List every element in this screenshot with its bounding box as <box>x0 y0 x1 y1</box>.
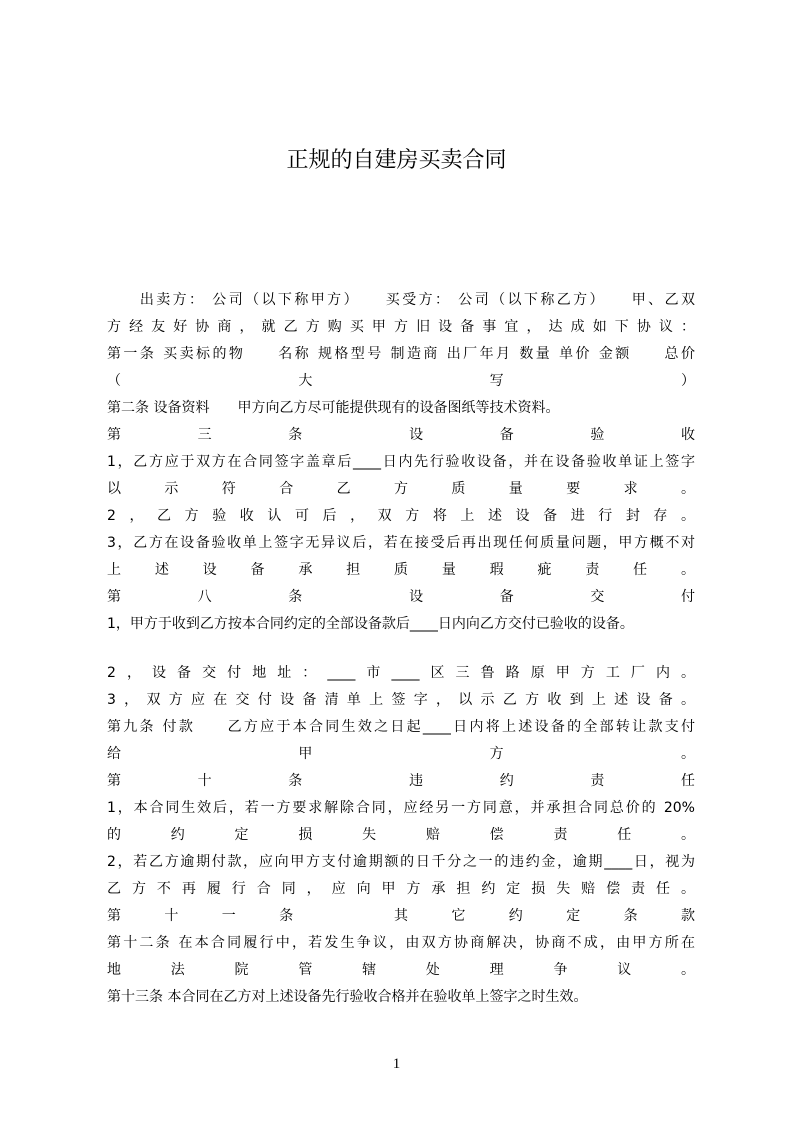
body-line-21: 2，若乙方逾期付款，应向甲方支付逾期额的日千分之一的违约金，逾期____日，视为 <box>107 854 695 870</box>
body-line-16: 第九条 付款 乙方应于本合同生效之日起____日内将上述设备的全部转让款支付 <box>107 719 695 735</box>
body-line-18: 第 十 条 违 约 责 任 <box>107 773 695 789</box>
body-line-22: 乙方不再履行合同，应向甲方承担约定损失赔偿责任。 <box>107 881 695 897</box>
page-title: 正规的自建房买卖合同 <box>286 148 507 173</box>
body-line-19: 1，本合同生效后，若一方要求解除合同，应经另一方同意，并承担合同总价的 20% <box>107 800 695 816</box>
body-line-12: 第 八 条 设 备 交 付 <box>107 589 695 605</box>
body-line-4: （ 大 写 ） <box>107 373 695 389</box>
body-line-1: 出卖方： 公司（以下称甲方） 买受方： 公司（以下称乙方） 甲、乙双 <box>107 292 695 308</box>
body-line-7: 1，乙方应于双方在合同签字盖章后____日内先行验收设备，并在设备验收单证上签字 <box>107 454 695 470</box>
body-line-17: 给 甲 方 。 <box>107 746 695 762</box>
body-line-8: 以 示 符 合 乙 方 质 量 要 求 。 <box>107 481 695 497</box>
body-line-23: 第 十 一 条 其 它 约 定 条 款 <box>107 908 695 924</box>
body-line-13: 1，甲方于收到乙方按本合同约定的全部设备款后____日内向乙方交付已验收的设备。 <box>107 616 634 632</box>
body-line-10: 3，乙方在设备验收单上签字无异议后，若在接受后再出现任何质量问题，甲方概不对 <box>107 535 695 551</box>
body-line-5: 第二条 设备资料 甲方向乙方尽可能提供现有的设备图纸等技术资料。 <box>107 400 560 416</box>
body-line-15: 3，双方应在交付设备清单上签字，以示乙方收到上述设备。 <box>107 692 695 708</box>
body-line-3: 第一条 买卖标的物 名称 规格型号 制造商 出厂年月 数量 单价 金额 总价 <box>107 346 695 362</box>
body-line-14: 2，设备交付地址：____市____区三鲁路原甲方工厂内。 <box>107 665 695 681</box>
body-line-6: 第 三 条 设 备 验 收 <box>107 427 695 443</box>
body-line-9: 2，乙方验收认可后，双方将上述设备进行封存。 <box>107 508 695 524</box>
body-line-20: 的 约 定 损 失 赔 偿 责 任 。 <box>107 827 695 843</box>
body-line-25: 地 法 院 管 辖 处 理 争 议 。 <box>107 962 695 978</box>
body-line-2: 方经友好协商，就乙方购买甲方旧设备事宜，达成如下协议： <box>107 319 695 335</box>
page-number: 1 <box>392 1056 401 1072</box>
body-line-26: 第十三条 本合同在乙方对上述设备先行验收合格并在验收单上签字之时生效。 <box>107 989 588 1005</box>
body-line-11: 上 述 设 备 承 担 质 量 瑕 疵 责 任 。 <box>107 562 695 578</box>
body-line-24: 第十二条 在本合同履行中，若发生争议，由双方协商解决，协商不成，由甲方所在 <box>107 935 695 951</box>
